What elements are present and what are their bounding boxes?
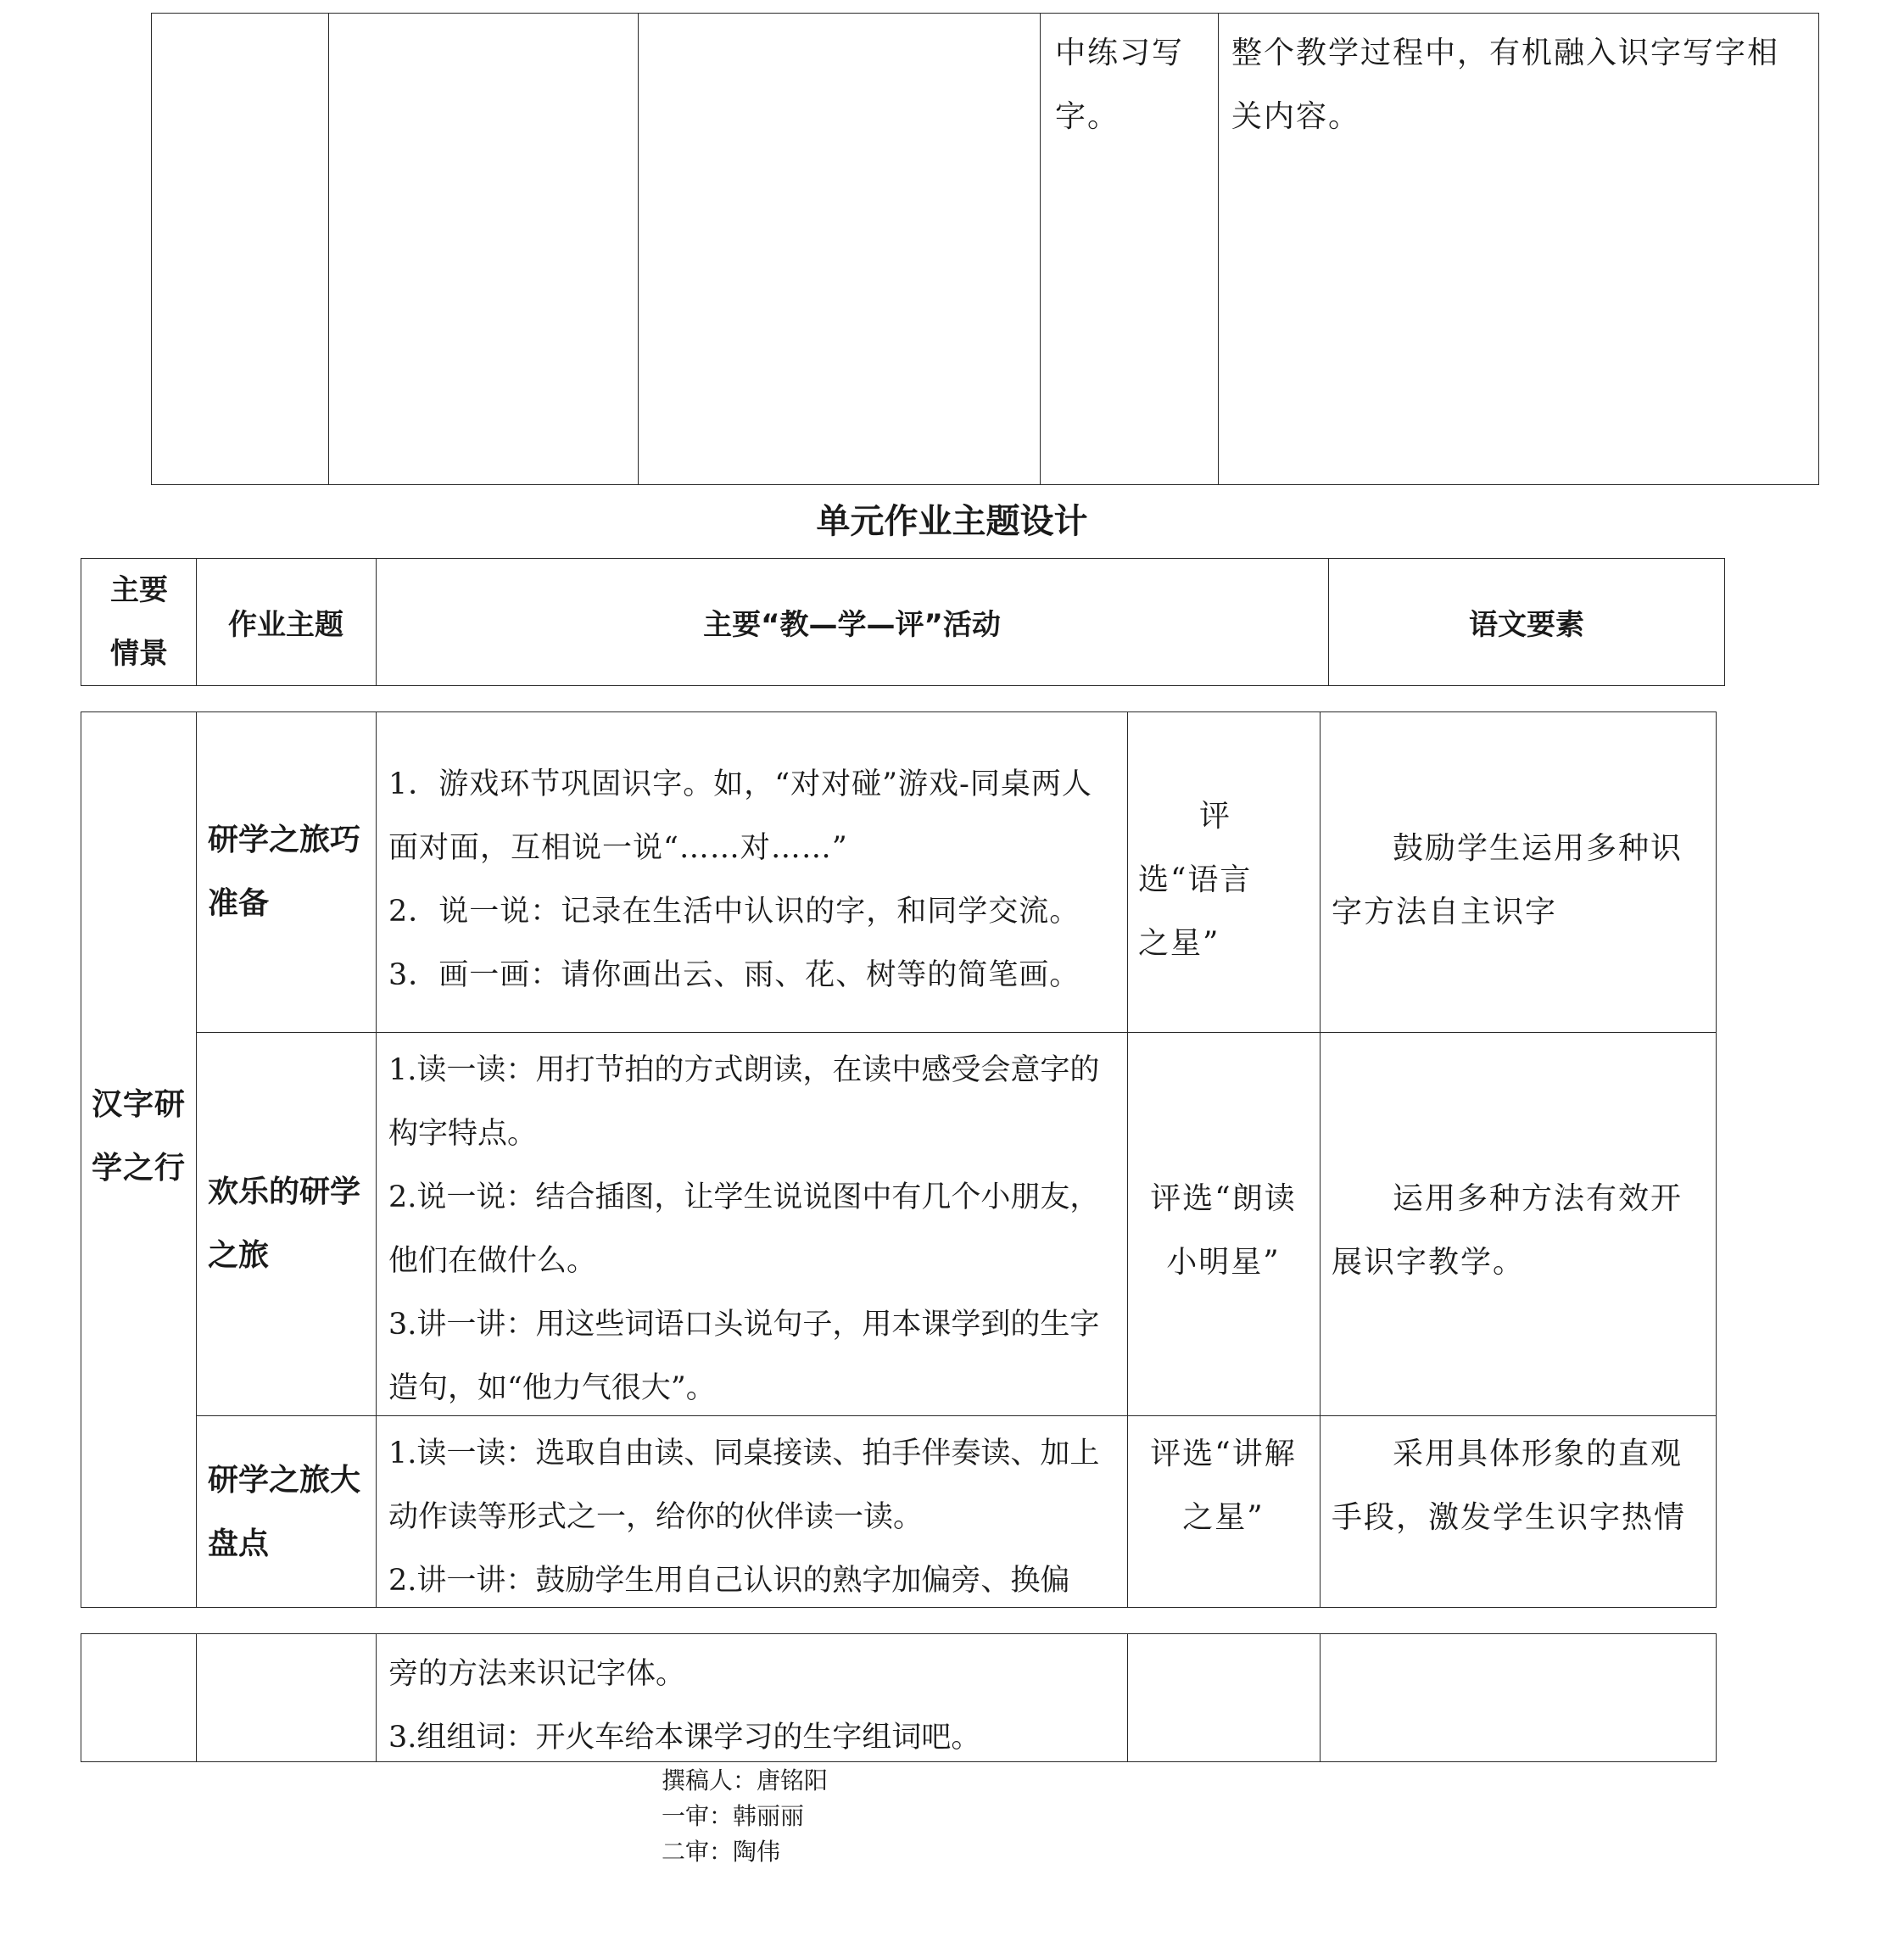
row-2-evaluation: 评选“朗读小明星”: [1150, 1181, 1297, 1280]
top-table-divider: [1218, 13, 1219, 485]
row-3-evaluation: 评选“讲解之星”: [1150, 1437, 1297, 1535]
footer-author: 撰稿人：唐铭阳: [662, 1766, 829, 1794]
row-2-activity-1: 1.读一读：用打节拍的方式朗读，在读中感受会意字的构字特点。: [388, 1053, 1100, 1151]
row-1-theme-label: 研学之旅巧准备: [208, 823, 361, 921]
row-3-activity-2: 2.讲一讲：鼓励学生用自己认识的熟字加偏旁、换偏: [388, 1564, 1070, 1598]
row-2-theme-label: 欢乐的研学之旅: [208, 1175, 361, 1273]
header-activities-label: 主要“教—学—评”活动: [703, 608, 1001, 642]
footer-review-1: 一审：韩丽丽: [662, 1802, 805, 1830]
row-1-activities: [388, 753, 1122, 1007]
main-divider: [376, 711, 377, 1608]
continuation-divider: [376, 1633, 377, 1762]
continuation-line-1: 旁的方法来识记字体。: [388, 1657, 686, 1691]
continuation-divider: [1320, 1633, 1321, 1762]
continuation-divider: [1127, 1633, 1128, 1762]
row-2-activity-2: 2.说一说：结合插图，让学生说说图中有几个小朋友，他们在做什么。: [388, 1180, 1100, 1278]
row-3-activity-1: 1.读一读：选取自由读、同桌接读、拍手伴奏读、加上动作读等形式之一，给你的伙伴读一读。: [388, 1437, 1100, 1534]
row-1-activity-3: 3．画一画：请你画出云、雨、花、树等的简笔画。: [388, 958, 1080, 992]
row-1-activity-1: 1．游戏环节巩固识字。如，“对对碰”游戏-同桌两人面对面，互相说一说“……对……”: [388, 767, 1092, 865]
row-divider: [196, 1032, 1717, 1033]
footer-review-2: 二审：陶伟: [662, 1838, 781, 1866]
row-2-activities: [388, 1039, 1118, 1420]
top-table-cell-integration: 整个教学过程中，有机融入识字写字相关内容。: [1231, 36, 1780, 134]
header-activities: [376, 558, 1328, 686]
row-1-theme: [208, 711, 369, 1032]
row-2-element: 运用多种方法有效开展识字教学。: [1332, 1181, 1683, 1280]
continuation-divider: [196, 1633, 197, 1762]
header-theme: [196, 558, 376, 686]
row-1-evaluation: 评选“语言之星”: [1138, 799, 1253, 961]
section-title: 单元作业主题设计: [816, 502, 1088, 541]
row-3-activities: [388, 1422, 1118, 1613]
top-table-cell-practice: 中练习写字。: [1055, 36, 1185, 134]
continuation-activities: [388, 1643, 1118, 1770]
row-3-theme-label: 研学之旅大盘点: [208, 1462, 361, 1561]
top-table-divider: [638, 13, 639, 485]
top-table-divider: [1040, 13, 1041, 485]
main-divider: [1320, 711, 1321, 1608]
scene-label: 汉字研学之行: [92, 1087, 185, 1186]
row-1-activity-2: 2．说一说：记录在生活中认识的字，和同学交流。: [388, 895, 1080, 929]
header-scene: [102, 558, 176, 686]
header-elements: [1328, 558, 1725, 686]
header-elements-label: 语文要素: [1469, 608, 1584, 642]
row-3-theme: [208, 1415, 369, 1608]
row-1-element: 鼓励学生运用多种识字方法自主识字: [1332, 831, 1683, 929]
main-divider: [1127, 711, 1128, 1608]
top-table-divider: [328, 13, 329, 485]
continuation-line-2: 3.组组词：开火车给本课学习的生字组词吧。: [388, 1721, 981, 1755]
row-2-activity-3: 3.讲一讲：用这些词语口头说句子，用本课学到的生字造句，如“他力气很大”。: [388, 1308, 1100, 1405]
header-theme-label: 作业主题: [228, 608, 343, 642]
main-divider: [196, 711, 197, 1608]
row-2-theme: [208, 1032, 369, 1415]
header-scene-label: 主要情景: [110, 572, 168, 671]
row-3-element: 采用具体形象的直观手段，激发学生识字热情: [1332, 1437, 1687, 1535]
